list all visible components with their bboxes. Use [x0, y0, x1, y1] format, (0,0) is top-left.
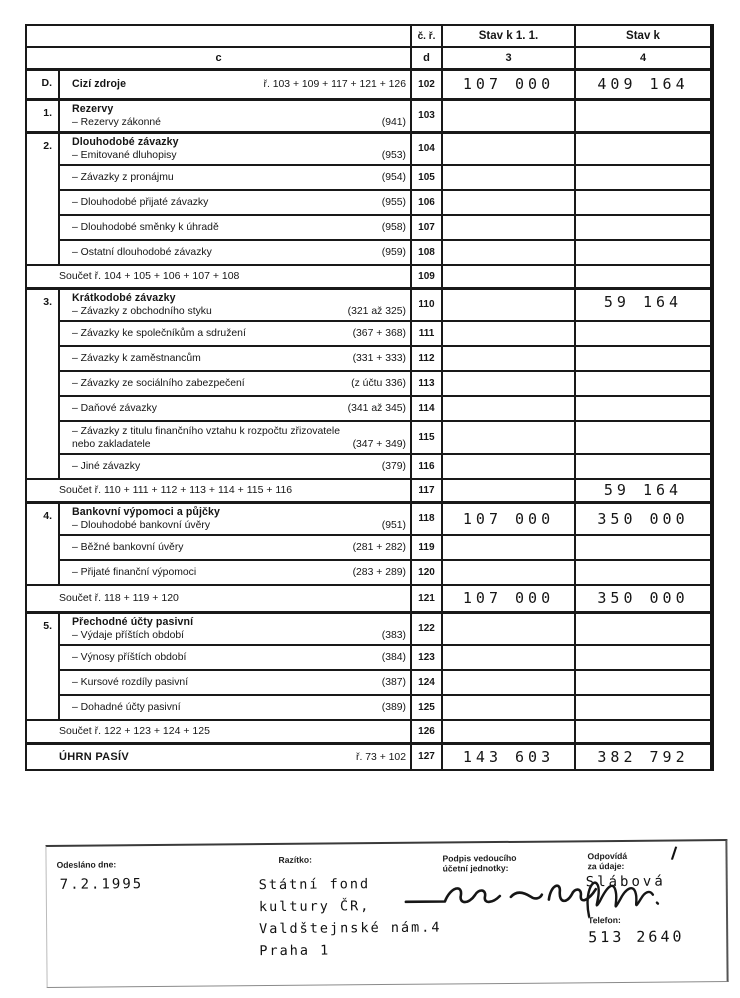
stamp-label: Razítko:	[278, 854, 313, 865]
row-line-number: 126	[411, 720, 442, 743]
row-item: – Závazky ze sociálního zabezpečení	[72, 378, 245, 389]
row-line-number: 112	[411, 346, 442, 371]
sum-row	[26, 265, 712, 288]
row-line-number: 107	[411, 215, 442, 240]
row-label	[59, 215, 411, 240]
row-item: – Závazky z titulu finančního vztahu k rozpočtu zřizovatele	[72, 425, 340, 437]
value-stav-k	[575, 454, 712, 479]
signature-label-line1: Podpis vedoucího	[442, 852, 517, 864]
sum-label: Součet ř. 110 + 111 + 112 + 113 + 114 + 115 + 116	[26, 479, 411, 502]
row-line-number: 125	[411, 695, 442, 720]
row-label	[59, 346, 411, 371]
row-title: Přechodné účty pasivní	[72, 615, 194, 628]
row-item: – Emitované dluhopisy	[72, 149, 177, 161]
row-item: – Dlouhodobé přijaté závazky	[72, 197, 209, 208]
row-letter: 2.	[26, 132, 59, 265]
row-letter: 4.	[26, 502, 59, 585]
value-stav-k-11: 107 000	[442, 585, 575, 612]
value-stav-k-11	[442, 165, 575, 190]
row-line-number: 118	[411, 502, 442, 535]
row-line-number: 121	[411, 585, 442, 612]
table-row	[26, 215, 712, 240]
row-account-ref: (389)	[381, 702, 406, 713]
table-row	[26, 346, 712, 371]
value-stav-k: 382 792	[575, 743, 712, 770]
row-label	[59, 132, 411, 165]
row-item: – Kursové rozdíly pasivní	[72, 677, 189, 688]
value-stav-k	[575, 670, 712, 695]
header-col-c: c	[26, 47, 411, 69]
row-label	[59, 645, 411, 670]
row-letter: 5.	[26, 612, 59, 720]
value-stav-k: 350 000	[575, 585, 712, 612]
table-row	[26, 560, 712, 585]
value-stav-k: 59 164	[575, 288, 712, 321]
sum-row	[26, 720, 712, 743]
sum-label: Součet ř. 118 + 119 + 120	[26, 585, 411, 612]
row-label	[59, 396, 411, 421]
value-stav-k	[575, 371, 712, 396]
table-row	[26, 165, 712, 190]
row-account-ref: (331 + 333)	[352, 353, 406, 364]
value-stav-k-11	[442, 479, 575, 502]
row-label	[59, 502, 411, 535]
row-letter: D.	[26, 69, 59, 99]
row-label	[59, 99, 411, 132]
value-stav-k	[575, 240, 712, 265]
value-stav-k	[575, 132, 712, 165]
row-account-ref: (321 až 325)	[347, 305, 406, 317]
value-stav-k: 350 000	[575, 502, 712, 535]
stamp-line: Valdštejnské nám.4	[259, 919, 442, 938]
table-row	[26, 190, 712, 215]
row-line-number: 116	[411, 454, 442, 479]
table-row	[26, 670, 712, 695]
table-row	[26, 454, 712, 479]
row-line-number: 103	[411, 99, 442, 132]
value-stav-k-11	[442, 132, 575, 165]
header-col4-num: 4	[575, 47, 712, 69]
table-row	[26, 645, 712, 670]
header-col3-title: Stav k 1. 1.	[442, 25, 575, 47]
responsible-label-line1: Odpovídá	[587, 850, 628, 862]
header-line-col: č. ř.	[411, 25, 442, 47]
row-title: Bankovní výpomoci a půjčky	[72, 505, 221, 518]
table-row	[26, 69, 712, 99]
row-item: – Závazky z obchodního styku	[72, 305, 212, 317]
row-account-ref: (951)	[381, 519, 406, 531]
row-title: Krátkodobé závazky	[72, 291, 176, 304]
row-line-number: 115	[411, 421, 442, 454]
row-line-number: 108	[411, 240, 442, 265]
footer-box	[45, 839, 728, 988]
header-col-d: d	[411, 47, 442, 69]
row-item: – Přijaté finanční výpomoci	[72, 567, 197, 578]
row-label	[59, 69, 411, 99]
value-stav-k	[575, 645, 712, 670]
row-account-ref: ř. 103 + 109 + 117 + 121 + 126	[263, 78, 406, 90]
row-line-number: 119	[411, 535, 442, 560]
value-stav-k: 409 164	[575, 69, 712, 99]
value-stav-k-11	[442, 215, 575, 240]
header-col3-num: 3	[442, 47, 575, 69]
row-line-number: 124	[411, 670, 442, 695]
value-stav-k	[575, 215, 712, 240]
row-item: – Běžné bankovní úvěry	[72, 542, 184, 553]
value-stav-k-11: 143 603	[442, 743, 575, 770]
table-row	[26, 321, 712, 346]
value-stav-k-11	[442, 695, 575, 720]
total-row	[26, 743, 712, 770]
row-item: – Dlouhodobé směnky k úhradě	[72, 222, 219, 233]
row-label	[59, 695, 411, 720]
row-line-number: 122	[411, 612, 442, 645]
value-stav-k-11	[442, 346, 575, 371]
row-item: – Ostatní dlouhodobé závazky	[72, 247, 212, 258]
value-stav-k-11	[442, 612, 575, 645]
row-line-number: 102	[411, 69, 442, 99]
row-account-ref: (379)	[381, 461, 406, 472]
table-row	[26, 612, 712, 645]
row-line-number: 114	[411, 396, 442, 421]
header-col4-title: Stav k	[575, 25, 712, 47]
value-stav-k	[575, 165, 712, 190]
value-stav-k	[575, 346, 712, 371]
table-row	[26, 371, 712, 396]
value-stav-k-11	[442, 421, 575, 454]
row-label	[59, 454, 411, 479]
row-item: – Jiné závazky	[72, 461, 141, 472]
sum-label: Součet ř. 104 + 105 + 106 + 107 + 108	[26, 265, 411, 288]
sum-row	[26, 585, 712, 612]
row-label	[59, 560, 411, 585]
value-stav-k	[575, 396, 712, 421]
row-item: – Závazky ke společníkům a sdružení	[72, 328, 246, 339]
value-stav-k	[575, 321, 712, 346]
row-line-number: 123	[411, 645, 442, 670]
value-stav-k-11	[442, 720, 575, 743]
row-item: – Závazky z pronájmu	[72, 172, 174, 183]
value-stav-k-11	[442, 240, 575, 265]
value-stav-k-11	[442, 371, 575, 396]
value-stav-k-11	[442, 560, 575, 585]
value-stav-k-11	[442, 99, 575, 132]
row-account-ref: (341 až 345)	[347, 403, 406, 414]
row-letter: 3.	[26, 288, 59, 479]
table-row	[26, 132, 712, 165]
value-stav-k	[575, 612, 712, 645]
stamp-line: kultury ČR,	[258, 898, 371, 916]
value-stav-k-11	[442, 190, 575, 215]
value-stav-k-11: 107 000	[442, 69, 575, 99]
table-row	[26, 99, 712, 132]
table-row	[26, 502, 712, 535]
value-stav-k-11	[442, 535, 575, 560]
row-line-number: 111	[411, 321, 442, 346]
row-label	[59, 190, 411, 215]
table-row	[26, 240, 712, 265]
row-item: – Daňové závazky	[72, 403, 157, 414]
value-stav-k: 59 164	[575, 479, 712, 502]
signature-label-line2: účetní jednotky:	[442, 862, 509, 874]
row-item: – Dohadné účty pasivní	[72, 702, 181, 713]
value-stav-k-11	[442, 645, 575, 670]
row-label	[59, 165, 411, 190]
row-line-number: 104	[411, 132, 442, 165]
row-line-number: 117	[411, 479, 442, 502]
row-title: Rezervy	[72, 102, 114, 115]
table-row	[26, 695, 712, 720]
table-row	[26, 396, 712, 421]
row-account-ref: (941)	[381, 116, 406, 128]
sent-date-label: Odesláno dne:	[56, 859, 117, 870]
phone-value: 513 2640	[588, 927, 685, 947]
value-stav-k-11	[442, 454, 575, 479]
row-line-number: 109	[411, 265, 442, 288]
row-account-ref: (z účtu 336)	[351, 378, 406, 389]
row-label	[59, 421, 411, 454]
row-label	[59, 321, 411, 346]
row-label	[59, 612, 411, 645]
row-account-ref: (283 + 289)	[352, 567, 406, 578]
total-label-cell	[26, 743, 411, 770]
header-row-2	[26, 47, 712, 69]
row-line-number: 110	[411, 288, 442, 321]
row-line-number: 106	[411, 190, 442, 215]
row-account-ref: (387)	[381, 677, 406, 688]
row-label	[59, 535, 411, 560]
row-letter: 1.	[26, 99, 59, 132]
value-stav-k-11	[442, 321, 575, 346]
row-account-ref: (367 + 368)	[352, 328, 406, 339]
sum-label: Součet ř. 122 + 123 + 124 + 125	[26, 720, 411, 743]
stamp-line: Státní fond	[258, 876, 371, 894]
handwritten-signature	[403, 876, 603, 918]
row-label	[59, 240, 411, 265]
value-stav-k	[575, 99, 712, 132]
phone-label: Telefon:	[588, 914, 621, 926]
table-row	[26, 421, 712, 454]
row-account-ref: (384)	[381, 652, 406, 663]
row-line-number: 105	[411, 165, 442, 190]
sent-date-value: 7.2.1995	[59, 876, 144, 893]
value-stav-k-11	[442, 396, 575, 421]
row-line-number: 127	[411, 743, 442, 770]
row-title: Cizí zdroje	[72, 77, 127, 90]
row-account-ref: (954)	[381, 172, 406, 183]
value-stav-k	[575, 560, 712, 585]
row-account-ref: (958)	[381, 222, 406, 233]
row-label	[59, 670, 411, 695]
row-item: – Závazky k zaměstnancům	[72, 353, 201, 364]
row-line-number: 120	[411, 560, 442, 585]
value-stav-k	[575, 190, 712, 215]
row-account-ref: ř. 73 + 102	[356, 751, 406, 763]
row-account-ref: (383)	[381, 629, 406, 641]
header-empty-cell	[26, 25, 411, 47]
sum-row	[26, 479, 712, 502]
row-account-ref: (955)	[381, 197, 406, 208]
value-stav-k-11	[442, 670, 575, 695]
stamp-line: Praha 1	[259, 942, 331, 960]
slash-mark: /	[670, 843, 678, 864]
row-account-ref: (347 + 349)	[352, 438, 406, 450]
table-row	[26, 288, 712, 321]
value-stav-k	[575, 695, 712, 720]
row-account-ref: (281 + 282)	[352, 542, 406, 553]
value-stav-k	[575, 720, 712, 743]
row-account-ref: (953)	[381, 149, 406, 161]
responsible-name: Slábová	[585, 873, 666, 891]
row-label	[59, 371, 411, 396]
value-stav-k	[575, 265, 712, 288]
row-item: – Rezervy zákonné	[72, 116, 161, 128]
row-line-number: 113	[411, 371, 442, 396]
row-label	[59, 288, 411, 321]
row-item-line2: nebo zakladatele	[72, 438, 151, 450]
value-stav-k-11	[442, 265, 575, 288]
row-item: – Výdaje příštích období	[72, 629, 185, 641]
value-stav-k	[575, 535, 712, 560]
table-row	[26, 535, 712, 560]
pasiva-table	[25, 24, 714, 771]
row-title: Dlouhodobé závazky	[72, 135, 179, 148]
value-stav-k-11	[442, 288, 575, 321]
row-item: – Výnosy příštích období	[72, 652, 187, 663]
row-account-ref: (959)	[381, 247, 406, 258]
row-item: – Dlouhodobé bankovní úvěry	[72, 519, 211, 531]
value-stav-k	[575, 421, 712, 454]
header-row-1	[26, 25, 712, 47]
value-stav-k-11: 107 000	[442, 502, 575, 535]
total-label: ÚHRN PASÍV	[59, 750, 130, 763]
responsible-label-line2: za údaje:	[587, 860, 625, 872]
